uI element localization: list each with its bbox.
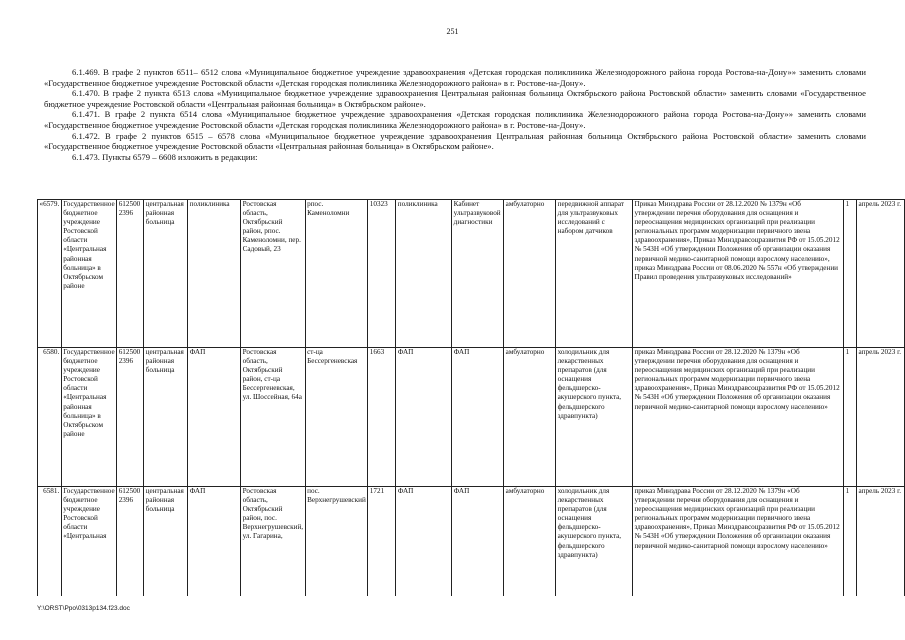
code-cell: 612500 2396 — [117, 200, 144, 348]
address-cell: Ростовская область, Октябрьский район, рпос. Каменоломни, пер. Садовый, 23 — [241, 200, 306, 348]
deadline-cell: апрель 2023 г. — [857, 348, 905, 487]
room-cell: ФАП — [452, 487, 504, 597]
file-path-footer: Y:\ORST\Ppo\0313p134.f23.doc — [37, 605, 130, 612]
site-cell: ФАП — [396, 487, 452, 597]
equipment-table — [37, 199, 905, 596]
code-cell: 612500 2396 — [117, 487, 144, 597]
care-type-cell: амбулаторно — [504, 200, 556, 348]
site-cell: поликлиника — [396, 200, 452, 348]
row-number: 6581. — [38, 487, 62, 597]
row-number: 6580. — [38, 348, 62, 487]
room-cell: Кабинет ультразвуковой диагностики — [452, 200, 504, 348]
unit-cell: ФАП — [188, 348, 241, 487]
paragraph-6-1-470: 6.1.470. В графе 2 пункта 6513 слова «Муниципальное бюджетное учреждение здравоохранения Центральная районная больница Октябрьского района Ростовской области» заменить словами «Государственное бюджетное учреждение Ростовской области «Центральная районная больница» в Октябрьском районе». — [44, 88, 866, 109]
population-cell: 1663 — [368, 348, 396, 487]
paragraph-6-1-473: 6.1.473. Пункты 6579 – 6608 изложить в редакции: — [72, 151, 258, 162]
legal-basis-cell: Приказ Минздрава России от 28.12.2020 № 1379н «Об утверждении перечня оборудования для оснащения и переоснащения медицинских организаций при реализации региональных программ модернизации первичного звена здравоохранения», Приказ Минздравсоцразвития РФ от 15.05.2012 № 543Н «Об утверждении Положения об организации оказания первичной медико-санитарной помощи взрослому населению», приказ Минздрава России от 08.06.2020 № 557н «Об утверждении Правил проведения ультразвуковых исследований» — [632, 200, 843, 348]
legal-basis-cell: приказ Минздрава России от 28.12.2020 № 1379н «Об утверждении перечня оборудования для оснащения и переоснащения медицинских организаций при реализации региональных программ модернизации первичного звена здравоохранения», Приказ Минздравсоцразвития РФ от 15.05.2012 № 543Н «Об утверждении Положения об организации оказания первичной медико-санитарной помощи взрослому населению» — [632, 348, 843, 487]
organization-cell: Государственное бюджетное учреждение Ростовской области «Центральная районная больница» в Октябрьском районе — [61, 348, 116, 487]
table-row — [38, 487, 905, 597]
equipment-cell: холодильник для лекарственных препаратов (для оснащения фельдшерско-акушерского пункта, фельдшерского здравпункта) — [556, 348, 633, 487]
facility-cell: центральная районная больница — [144, 200, 188, 348]
deadline-cell: апрель 2023 г. — [857, 200, 905, 348]
population-cell: 10323 — [368, 200, 396, 348]
equipment-cell: холодильник для лекарственных препаратов (для оснащения фельдшерско-акушерского пункта, фельдшерского здравпункта) — [556, 487, 633, 597]
locality-cell: ст-ца Бессергеневская — [305, 348, 368, 487]
code-cell: 612500 2396 — [117, 348, 144, 487]
paragraph-6-1-469: 6.1.469. В графе 2 пунктов 6511– 6512 слова «Муниципальное бюджетное учреждение здравоохранения «Детская городская поликлиника Железнодорожного района города Ростова-на-Дону»» заменить словами «Государственное бюджетное учреждение Ростовской области «Детская городская поликлиника Железнодорожного района» в г. Ростове-на-Дону». — [44, 67, 866, 88]
table-row — [38, 348, 905, 487]
paragraph-6-1-472: 6.1.472. В графе 2 пунктов 6515 – 6578 слова «Муниципальное бюджетное учреждение здравоохранения Центральная районная больница Октябрьского района Ростовской области» заменить словами «Государственное бюджетное учреждение Ростовской области «Центральная районная больница» в Октябрьском районе». — [44, 130, 866, 152]
care-type-cell: амбулаторно — [504, 487, 556, 597]
table-row — [38, 200, 905, 348]
organization-cell: Государственное бюджетное учреждение Ростовской области «Центральная районная больница» в Октябрьском районе — [61, 200, 116, 348]
facility-cell: центральная районная больница — [144, 487, 188, 597]
equipment-cell: передвижной аппарат для ультразвуковых исследований с набором датчиков — [556, 200, 633, 348]
quantity-cell: 1 — [844, 348, 857, 487]
paragraph-6-1-471: 6.1.471. В графе 2 пункта 6514 слова «Муниципальное бюджетное учреждение здравоохранения «Детская городская поликлиника Железнодорожного района города Ростова-на-Дону»» заменить словами «Государственное бюджетное учреждение Ростовской области «Детская городская поликлиника Железнодорожного района» в г. Ростове-на-Дону». — [44, 109, 866, 130]
quantity-cell: 1 — [844, 487, 857, 597]
facility-cell: центральная районная больница — [144, 348, 188, 487]
care-type-cell: амбулаторно — [504, 348, 556, 487]
locality-cell: рпос. Каменоломни — [305, 200, 368, 348]
unit-cell: ФАП — [188, 487, 241, 597]
deadline-cell: апрель 2023 г. — [857, 487, 905, 597]
page-number: 251 — [446, 27, 459, 36]
legal-basis-cell: приказ Минздрава России от 28.12.2020 № 1379н «Об утверждении перечня оборудования для оснащения и переоснащения медицинских организаций при реализации региональных программ модернизации первичного звена здравоохранения», Приказ Минздравсоцразвития РФ от 15.05.2012 № 543Н «Об утверждении Положения об организации оказания первичной медико-санитарной помощи взрослому населению» — [632, 487, 843, 597]
row-number: «6579. — [38, 200, 62, 348]
address-cell: Ростовская область, Октябрьский район, ст-ца Бессергеневская, ул. Шоссейная, 64а — [241, 348, 306, 487]
amendment-paragraphs — [44, 67, 866, 162]
site-cell: ФАП — [396, 348, 452, 487]
locality-cell: пос. Верхнегрушевский — [305, 487, 368, 597]
address-cell: Ростовская область, Октябрьский район, пос. Верхнегрушевский, ул. Гагарина, — [241, 487, 306, 597]
population-cell: 1721 — [368, 487, 396, 597]
quantity-cell: 1 — [844, 200, 857, 348]
unit-cell: поликлиника — [188, 200, 241, 348]
organization-cell: Государственное бюджетное учреждение Ростовской области «Центральная — [61, 487, 116, 597]
room-cell: ФАП — [452, 348, 504, 487]
